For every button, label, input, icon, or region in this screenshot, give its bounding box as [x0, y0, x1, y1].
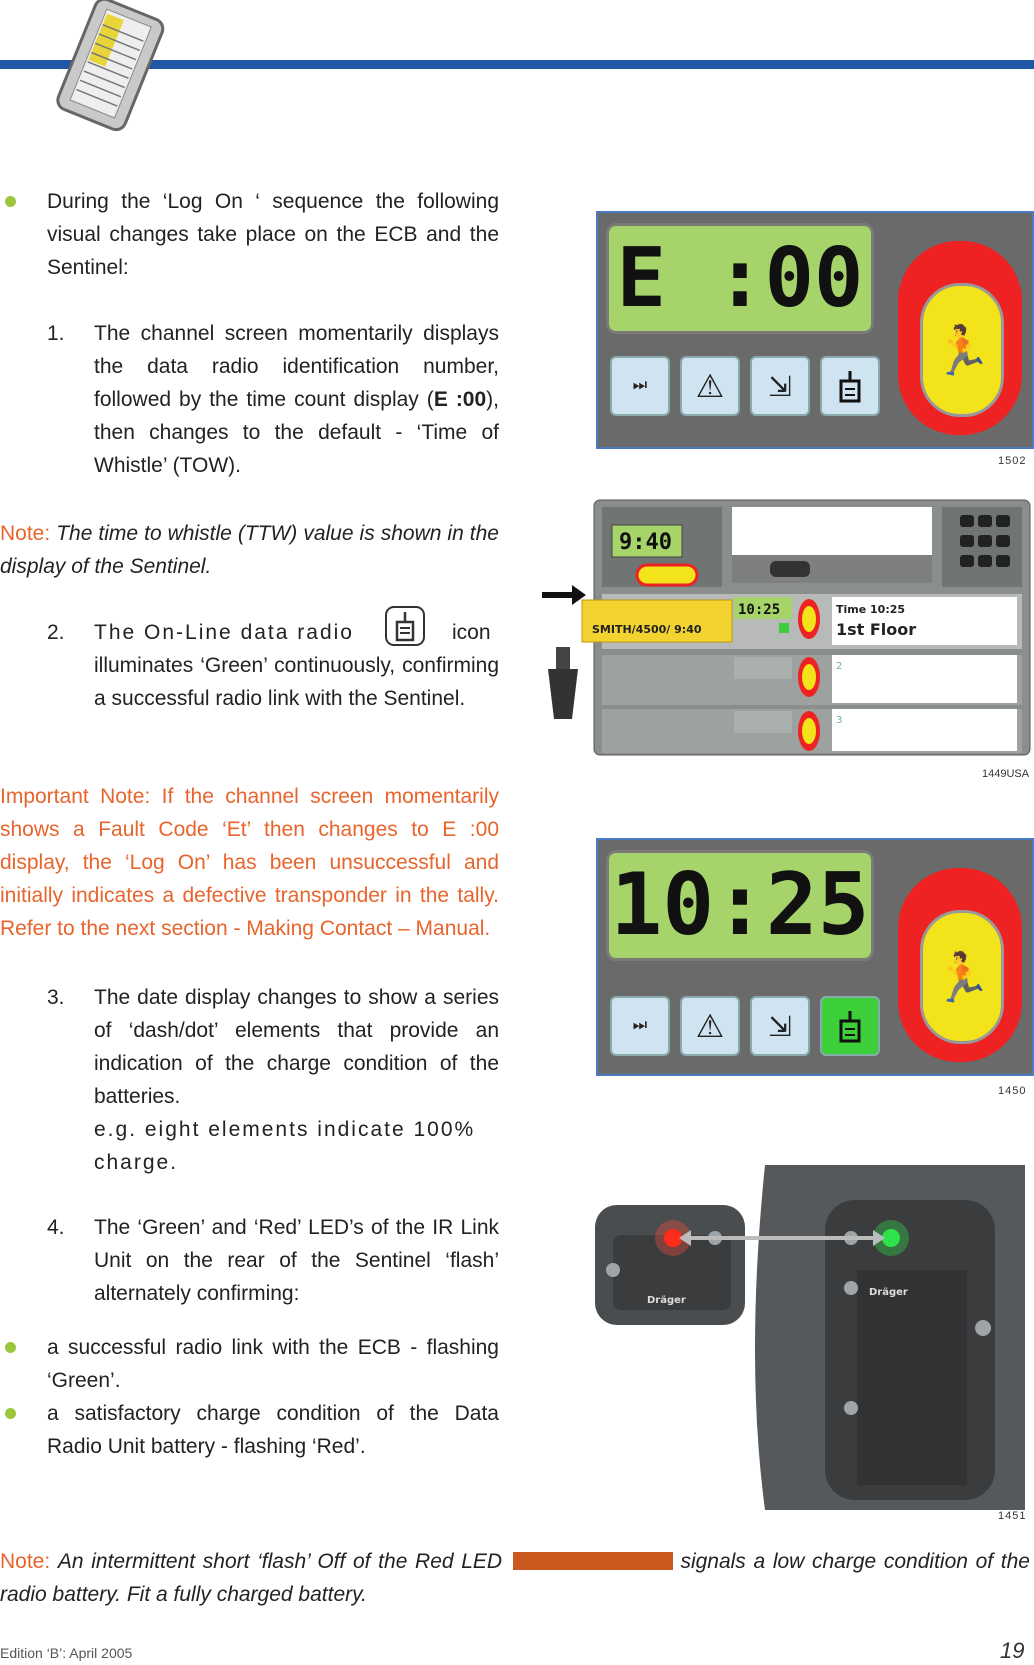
row2-number: 2 [836, 661, 843, 672]
exit-icon: ⇲ [750, 996, 810, 1056]
note1 [0, 517, 499, 583]
ecb-display: E :00 [606, 223, 874, 334]
note2-label: Note: [0, 1550, 51, 1573]
figure4-caption: 1451 [998, 1510, 1027, 1522]
page-number: 19 [1000, 1638, 1025, 1663]
figure-sentinel-tally [542, 497, 1032, 762]
figure3-caption: 1450 [998, 1085, 1027, 1097]
red-led-flash-indicator [510, 1552, 673, 1570]
channel-time: 10:25 [738, 602, 781, 618]
skip-icon: ⏭ [610, 996, 670, 1056]
brand-left: Dräger [647, 1295, 686, 1306]
figure-ecb-1025 [596, 838, 1034, 1076]
edition-label: Edition ‘B’: April 2005 [0, 1645, 133, 1661]
sentinel-time: 9:40 [619, 530, 672, 555]
step3-text: The date display changes to show a series of ‘dash/dot’ elements that provide an indication of the charge condition of the batteries. [94, 986, 499, 1108]
row3-number: 3 [836, 715, 843, 726]
note2 [0, 1545, 1030, 1611]
figure2-caption: 1449USA [982, 768, 1030, 780]
ecb-display: 10:25 [606, 850, 874, 961]
note2-text-a: An intermittent short ‘flash’ Off of the Red LED [57, 1550, 503, 1573]
figure-ir-link-unit [595, 1160, 1032, 1512]
step4-number: 4. [47, 1216, 65, 1239]
figure1-caption: 1502 [998, 455, 1027, 467]
figure-ecb-e00 [596, 211, 1034, 449]
bullet-dot [5, 1408, 16, 1419]
step2-number: 2. [47, 621, 65, 644]
warning-icon: ⚠ [680, 996, 740, 1056]
step1-number: 1. [47, 322, 65, 345]
step2-text-a: The On-Line data radio [94, 621, 354, 644]
step4-text: The ‘Green’ and ‘Red’ LED’s of the IR Link Unit on the rear of the Sentinel ‘flash’ alternately confirming: [94, 1216, 499, 1305]
step3-number: 3. [47, 986, 65, 1009]
step3-example: e.g. eight elements indicate 100% charge. [94, 1118, 476, 1174]
exit-icon: ⇲ [750, 356, 810, 416]
note-location: 1st Floor [836, 620, 917, 639]
tally-board-icon [44, 0, 174, 135]
running-man-icon: 🏃 [920, 283, 1004, 417]
step1-text-b: ), then changes to the default - ‘Time of Whistle’ (TOW). [94, 388, 499, 477]
step1-code: E :00 [433, 388, 487, 411]
note2-text-b: signals a low charge condition of the radio battery. Fit a fully charged battery. [0, 1550, 1030, 1606]
bullet-dot [5, 1342, 16, 1353]
radio-icon [820, 996, 880, 1056]
note1-text: The time to whistle (TTW) value is shown in the display of the Sentinel. [0, 522, 499, 578]
arrow-icon [542, 585, 586, 605]
brand-right: Dräger [869, 1287, 908, 1298]
note-time: Time 10:25 [836, 603, 906, 616]
radio-icon [820, 356, 880, 416]
bullet-dot [5, 196, 16, 207]
bullet-radio-link: a successful radio link with the ECB - flashing ‘Green’. [47, 1336, 499, 1392]
note1-label: Note: [0, 522, 51, 545]
skip-icon: ⏭ [610, 356, 670, 416]
step1-text [94, 317, 499, 482]
running-man-icon: 🏃 [920, 910, 1004, 1044]
bullet-charge: a satisfactory charge condition of the Data Radio Unit battery - flashing ‘Red’. [47, 1402, 499, 1458]
intro-text: During the ‘Log On ‘ sequence the following visual changes take place on the ECB and the Sentinel: [47, 190, 499, 279]
warning-icon: ⚠ [680, 356, 740, 416]
step1-text-a: The channel screen momentarily displays the data radio identification number, followed by the time count display ( [94, 322, 499, 411]
tally-label: SMITH/4500/ 9:40 [592, 623, 702, 636]
important-note: Important Note: If the channel screen momentarily shows a Fault Code ‘Et’ then changes to E :00 display, the ‘Log On’ has been unsuccessful and initially indicates a defective transponder in the tally. Refer to the next section - Making Contact – Manual. [0, 785, 499, 940]
step2-text-b: icon illuminates ‘Green’ continuously, confirming a successful radio link with the Sentinel. [94, 621, 499, 710]
